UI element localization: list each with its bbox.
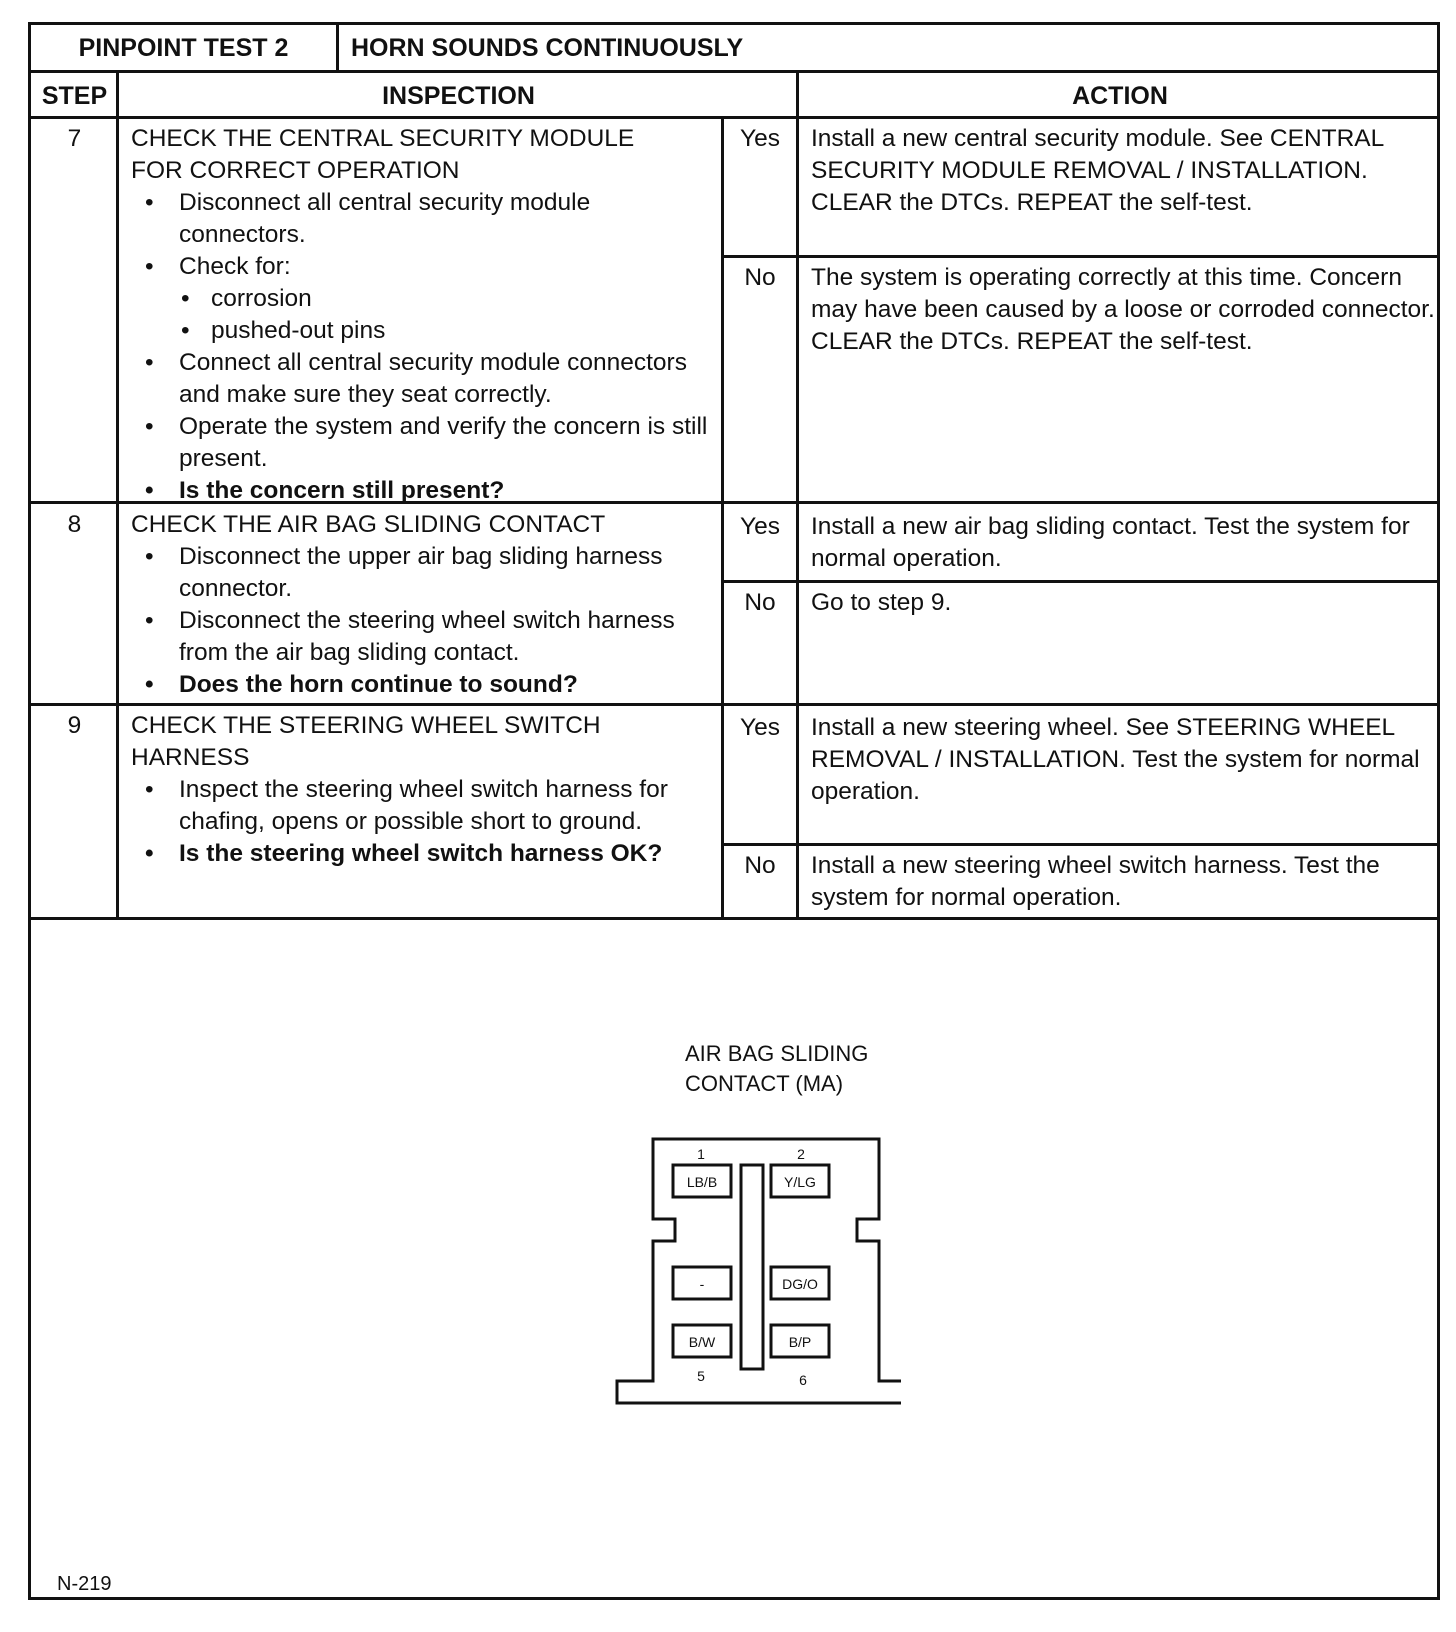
yes-label: Yes — [740, 714, 780, 741]
connector-diagram — [601, 1125, 901, 1425]
column-header-step: STEP — [41, 82, 108, 110]
pin-label: LB/B — [686, 1174, 718, 1190]
pin-label: B/W — [688, 1334, 716, 1350]
diagram-title: AIR BAG SLIDING CONTACT (MA) — [685, 1041, 869, 1096]
yes-action: Install a new air bag sliding contact. Test the system for normal operation. — [811, 513, 1410, 572]
divider — [31, 501, 1437, 504]
figure-code: N-219 — [57, 1573, 112, 1595]
no-label: No — [744, 852, 776, 879]
divider — [796, 70, 799, 919]
inspection-cell — [131, 509, 721, 701]
inspection-list — [131, 541, 721, 701]
divider — [336, 25, 339, 72]
column-header-inspection: INSPECTION — [382, 82, 535, 110]
yes-action: Install a new central security module. See CENTRAL SECURITY MODULE REMOVAL / INSTALLATION. CLEAR the DTCs. REPEAT the self-test. — [811, 125, 1384, 216]
divider — [31, 703, 1437, 706]
step-number: 9 — [67, 712, 82, 739]
no-action: Go to step 9. — [811, 589, 952, 616]
divider — [721, 255, 1437, 258]
inspection-cell — [131, 123, 721, 507]
list-item: • Is the concern still present? — [131, 475, 721, 507]
yes-action: Install a new steering wheel. See STEERING WHEEL REMOVAL / INSTALLATION. Test the system for normal operation. — [811, 714, 1420, 805]
list-item: • Connect all central security module connectors and make sure they seat correctly. — [131, 347, 721, 411]
divider — [31, 917, 1437, 920]
test-title: HORN SOUNDS CONTINUOUSLY — [351, 34, 744, 62]
connector-center-key — [741, 1165, 763, 1369]
connector-outline — [617, 1139, 901, 1403]
list-item: • pushed-out pins — [131, 315, 721, 347]
divider — [721, 843, 1437, 846]
list-item: • Operate the system and verify the concern is still present. — [131, 411, 721, 475]
list-item: • Does the horn continue to sound? — [131, 669, 721, 701]
pin-number: 1 — [697, 1146, 705, 1162]
pin-number: 6 — [799, 1372, 807, 1388]
no-action: Install a new steering wheel switch harness. Test the system for normal operation. — [811, 852, 1380, 911]
list-item: • Disconnect all central security module connectors. — [131, 187, 721, 251]
column-header-action: ACTION — [1072, 82, 1168, 110]
pin-number: 5 — [697, 1368, 705, 1384]
pin-label: B/P — [788, 1334, 812, 1350]
step-number: 7 — [67, 125, 82, 152]
divider — [31, 116, 1437, 119]
step-heading: CHECK THE CENTRAL SECURITY MODULE FOR CORRECT OPERATION — [131, 125, 635, 184]
list-item: • Inspect the steering wheel switch harness for chafing, opens or possible short to ground. — [131, 774, 721, 838]
pin-label: DG/O — [782, 1276, 818, 1292]
pin-label: Y/LG — [784, 1174, 816, 1190]
step-heading: CHECK THE STEERING WHEEL SWITCH HARNESS — [131, 712, 601, 771]
yes-label: Yes — [740, 125, 780, 152]
list-item: • Is the steering wheel switch harness OK? — [131, 838, 721, 870]
list-item: • Disconnect the steering wheel switch harness from the air bag sliding contact. — [131, 605, 721, 669]
step-number: 8 — [67, 511, 82, 538]
no-label: No — [744, 264, 776, 291]
inspection-cell — [131, 710, 721, 870]
no-action: The system is operating correctly at this time. Concern may have been caused by a loose or corroded connector. CLEAR the DTCs. REPEAT the self-test. — [811, 264, 1435, 355]
no-label: No — [744, 589, 776, 616]
divider — [721, 580, 1437, 583]
step-heading: CHECK THE AIR BAG SLIDING CONTACT — [131, 511, 606, 538]
test-number-label: PINPOINT TEST 2 — [78, 34, 289, 62]
inspection-list — [131, 187, 721, 507]
pin-label: - — [699, 1276, 705, 1292]
yes-label: Yes — [740, 513, 780, 540]
divider — [116, 70, 119, 919]
pin-number: 2 — [797, 1146, 805, 1162]
list-item: • Disconnect the upper air bag sliding harness connector. — [131, 541, 721, 605]
inspection-list — [131, 774, 721, 870]
list-item: • corrosion — [131, 283, 721, 315]
pinpoint-test-table — [28, 22, 1440, 1600]
list-item: • Check for: — [131, 251, 721, 283]
